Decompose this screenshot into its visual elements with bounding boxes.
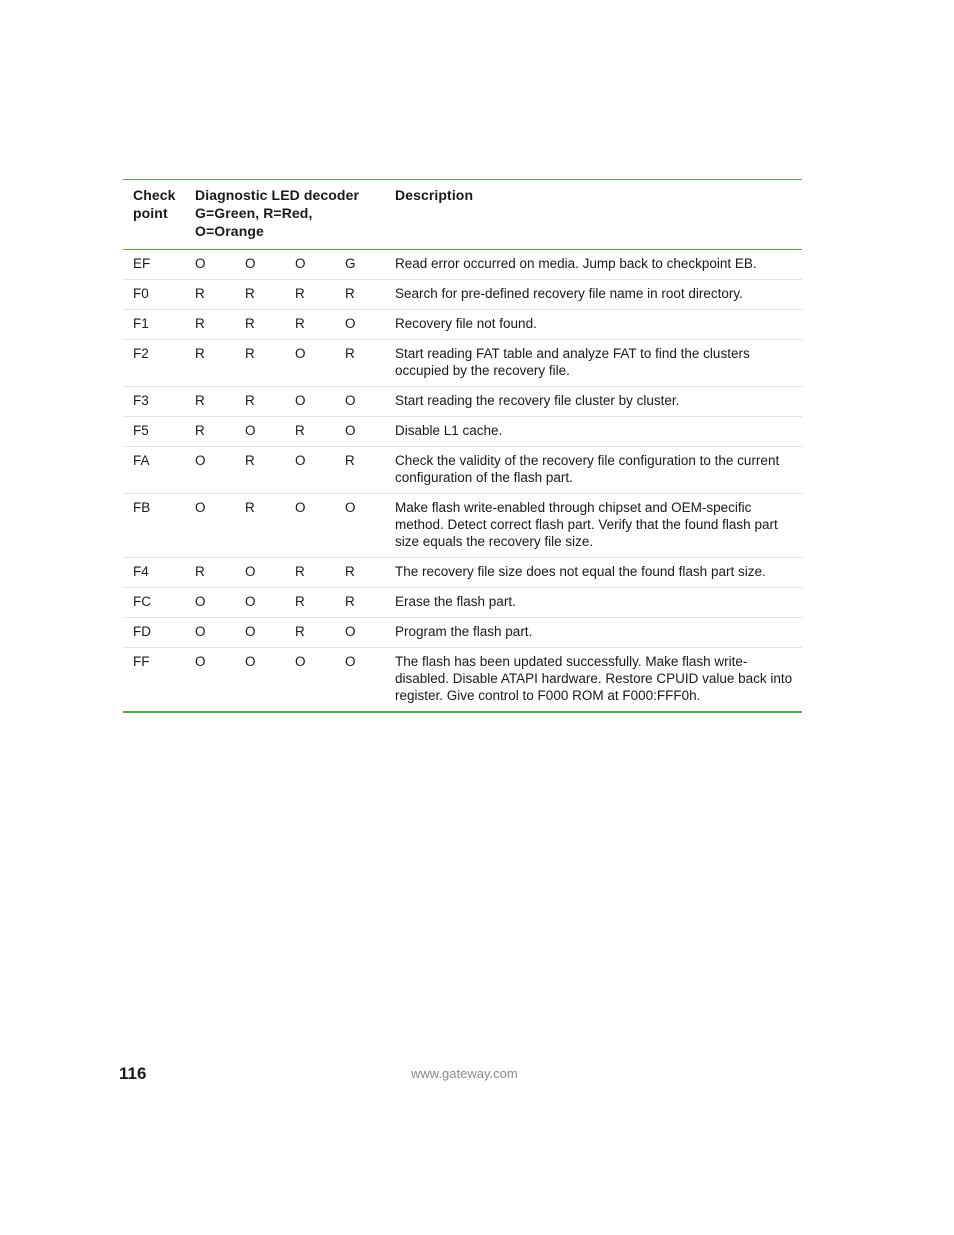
description-cell: The flash has been updated successfully. Make flash write-disabled. Disable ATAPI hardware. Restore CPUID value back into register. Give control to F000 ROM at F000:FFF0h. <box>395 654 793 703</box>
led4-cell: R <box>335 588 385 618</box>
led3-cell: O <box>285 447 335 494</box>
footer-url: www.gateway.com <box>411 1066 518 1081</box>
led4-cell: R <box>335 280 385 310</box>
led2-cell: R <box>235 310 285 340</box>
led4-cell: O <box>335 310 385 340</box>
header-checkpoint <box>123 180 185 250</box>
checkpoint-cell: F5 <box>123 417 185 447</box>
checkpoint-cell: FC <box>123 588 185 618</box>
checkpoint-cell: F2 <box>123 340 185 387</box>
led1-cell: O <box>195 654 206 669</box>
header-led-line1: Diagnostic LED decoder <box>195 187 360 203</box>
page-number: 116 <box>119 1064 147 1083</box>
led3-cell: R <box>285 310 335 340</box>
led3-cell: R <box>285 558 335 588</box>
led4-cell: R <box>335 447 385 494</box>
table-row <box>123 310 802 340</box>
led4-cell: O <box>345 654 356 669</box>
description-cell: Check the validity of the recovery file configuration to the current configuration of the flash part. <box>385 447 802 494</box>
description-cell: Start reading the recovery file cluster by cluster. <box>385 387 802 417</box>
header-led-line2: G=Green, R=Red, O=Orange <box>195 205 313 239</box>
checkpoint-table-container <box>123 179 802 713</box>
led2-cell: R <box>235 387 285 417</box>
led1-cell: R <box>185 340 235 387</box>
checkpoint-cell: F4 <box>123 558 185 588</box>
header-checkpoint-line2: point <box>133 205 168 221</box>
led2-cell: O <box>235 417 285 447</box>
led4-cell: R <box>335 558 385 588</box>
led1-cell: O <box>185 494 235 558</box>
description-cell: Erase the flash part. <box>385 588 802 618</box>
led1-cell: R <box>185 310 235 340</box>
led1-cell: O <box>185 618 235 648</box>
led3-cell: O <box>285 387 335 417</box>
table-row <box>123 447 802 494</box>
led4-cell: O <box>335 494 385 558</box>
table-row <box>123 280 802 310</box>
checkpoint-cell: FB <box>123 494 185 558</box>
table-row <box>123 648 802 712</box>
led2-cell: O <box>235 588 285 618</box>
led2-cell: O <box>235 558 285 588</box>
description-cell: Program the flash part. <box>385 618 802 648</box>
led3-cell: O <box>285 494 335 558</box>
led1-cell: O <box>185 250 235 280</box>
led1-cell: R <box>185 387 235 417</box>
led2-cell: R <box>235 280 285 310</box>
led4-cell: O <box>335 417 385 447</box>
led4-cell: O <box>335 387 385 417</box>
led2-cell: O <box>235 618 285 648</box>
checkpoint-table <box>123 180 802 711</box>
led3-cell: O <box>285 340 335 387</box>
led2-cell: R <box>235 447 285 494</box>
description-cell: Search for pre-defined recovery file name in root directory. <box>385 280 802 310</box>
led3-cell: O <box>285 250 335 280</box>
description-cell: Read error occurred on media. Jump back to checkpoint EB. <box>385 250 802 280</box>
led3-cell: R <box>285 417 335 447</box>
table-row <box>123 387 802 417</box>
led1-cell: O <box>185 588 235 618</box>
checkpoint-cell: FF <box>133 654 150 669</box>
header-led-decoder <box>185 180 385 250</box>
checkpoint-cell: F0 <box>123 280 185 310</box>
led3-cell: R <box>285 280 335 310</box>
led1-cell: R <box>185 280 235 310</box>
checkpoint-cell: EF <box>123 250 185 280</box>
description-cell: The recovery file size does not equal the found flash part size. <box>385 558 802 588</box>
led2-cell: O <box>235 250 285 280</box>
led2-cell: R <box>235 494 285 558</box>
description-cell: Make flash write-enabled through chipset and OEM-specific method. Detect correct flash part. Verify that the found flash part size equals the recovery file size. <box>385 494 802 558</box>
header-checkpoint-line1: Check <box>133 187 176 203</box>
description-cell: Start reading FAT table and analyze FAT to find the clusters occupied by the recovery file. <box>385 340 802 387</box>
led4-cell: R <box>335 340 385 387</box>
led3-cell: R <box>285 618 335 648</box>
table-header-row <box>123 180 802 250</box>
led3-cell: R <box>285 588 335 618</box>
description-cell: Disable L1 cache. <box>385 417 802 447</box>
led1-cell: R <box>185 417 235 447</box>
led1-cell: R <box>185 558 235 588</box>
led1-cell: O <box>185 447 235 494</box>
header-description: Description <box>385 180 802 250</box>
checkpoint-cell: FD <box>123 618 185 648</box>
led3-cell: O <box>295 654 306 669</box>
led2-cell: O <box>245 654 256 669</box>
table-row <box>123 494 802 558</box>
table-row <box>123 618 802 648</box>
led4-cell: O <box>335 618 385 648</box>
checkpoint-cell: FA <box>123 447 185 494</box>
table-row <box>123 558 802 588</box>
checkpoint-cell: F3 <box>123 387 185 417</box>
table-row <box>123 588 802 618</box>
table-body <box>123 250 802 712</box>
led4-cell: G <box>335 250 385 280</box>
table-row <box>123 250 802 280</box>
checkpoint-cell: F1 <box>123 310 185 340</box>
table-row <box>123 340 802 387</box>
description-cell: Recovery file not found. <box>385 310 802 340</box>
table-row <box>123 417 802 447</box>
led2-cell: R <box>235 340 285 387</box>
